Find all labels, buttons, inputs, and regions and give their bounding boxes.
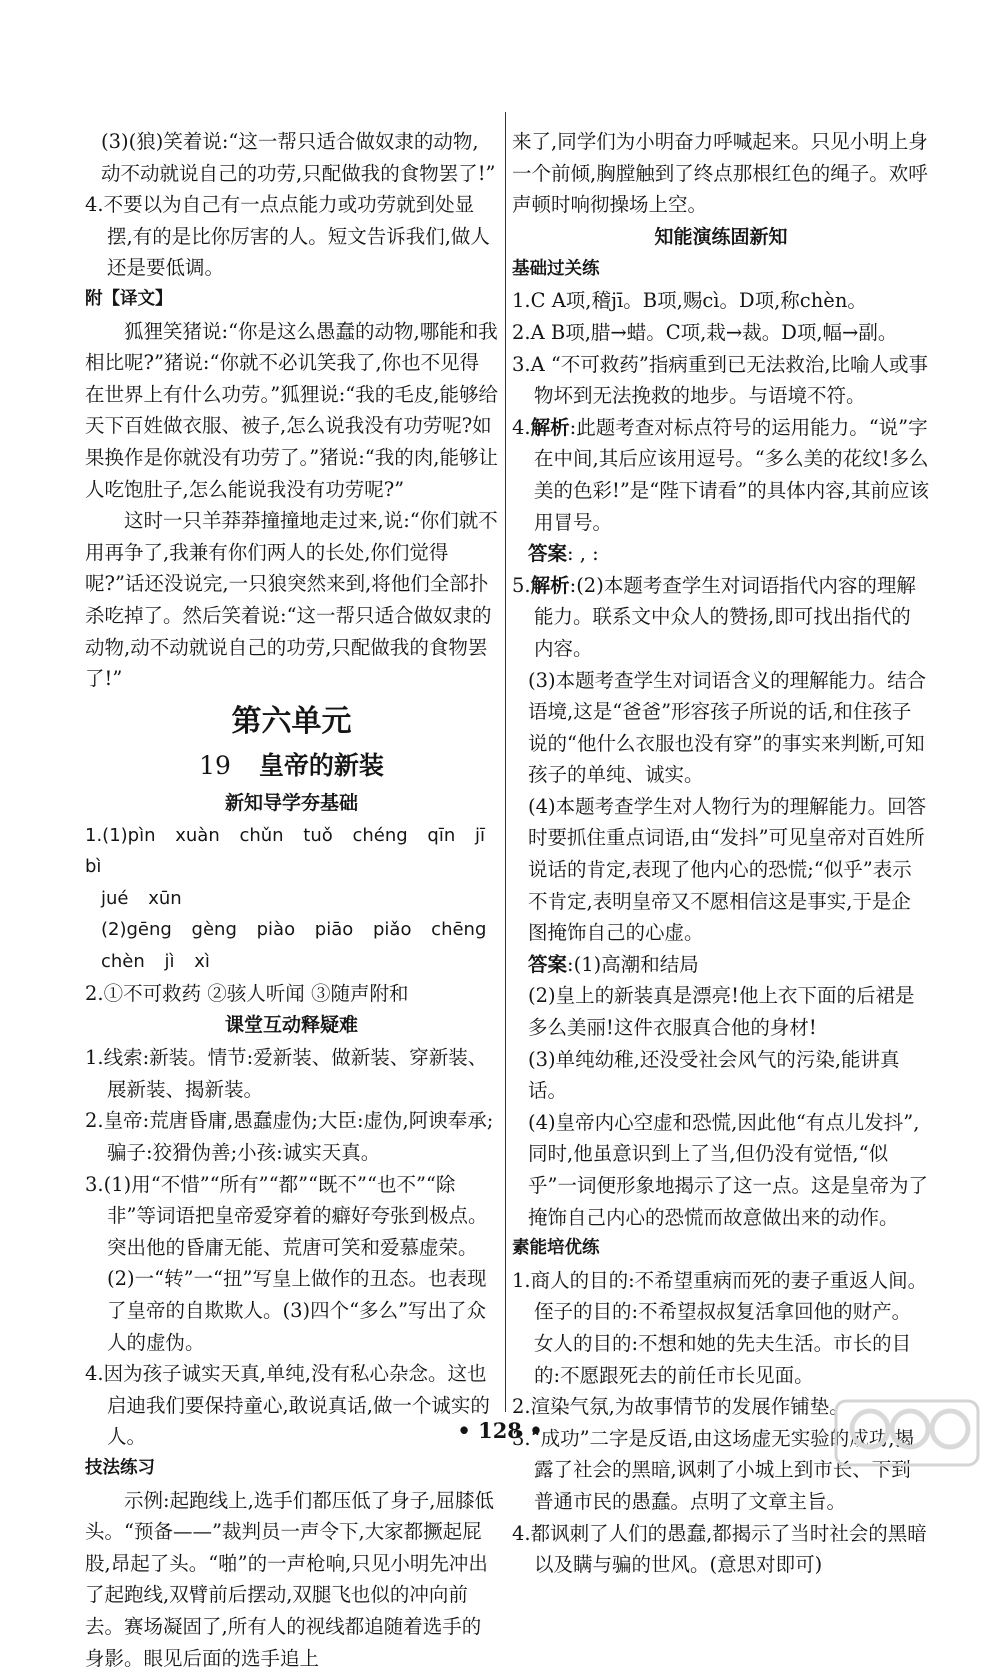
right-column xyxy=(512,126,930,1581)
answer-text: (4)皇帝内心空虚和恐慌,因此他“有点儿发抖”,同时,他虽意识到上了当,但仍没有觉悟,“似乎”一词便形象地揭示了这一点。这是皇帝为了掩饰自己内心的恐慌而故意做出来的动作。 xyxy=(528,1110,928,1229)
subsection-heading: 基础过关练 xyxy=(512,258,600,279)
subsection-heading: 技法练习 xyxy=(85,1457,155,1478)
answer-item: 2.皇帝:荒唐昏庸,愚蠢虚伪;大臣:虚伪,阿谀奉承;骗子:狡猾伪善;小孩:诚实天真。 xyxy=(85,1109,494,1165)
lesson-name: 皇帝的新装 xyxy=(258,750,384,780)
analysis-text: :此题考查对标点符号的运用能力。“说”字在中间,其后应该用逗号。“多么美的花纹!多么美的色彩!”是“陛下请看”的具体内容,其前应该用冒号。 xyxy=(534,415,929,534)
column-divider xyxy=(505,112,506,1412)
answer-line xyxy=(512,949,930,981)
lesson-number: 19 xyxy=(199,750,231,780)
example-paragraph-continued: 来了,同学们为小明奋力呼喊起来。只见小明上身一个前倾,胸膛触到了终点那根红色的绳子。欢呼声顿时响彻操场上空。 xyxy=(512,130,928,217)
answer-item: 3.“成功”二字是反语,由这场虚无实验的成功,揭露了社会的黑暗,讽刺了小城上到市长、下到普通市民的愚蠢。点明了文章主旨。 xyxy=(512,1426,914,1513)
answer-item: 1.C A项,稽jī。B项,赐cì。D项,称chèn。 xyxy=(512,289,867,313)
answer-text: (4)本题考查学生对人物行为的理解能力。回答时要抓住重点词语,由“发抖”可见皇帝对百姓所说话的肯定,表现了他内心的恐慌;“似乎”表示不肯定,表明皇帝又不愿相信这是事实,于是企图掩饰自己的心虚。 xyxy=(528,794,927,945)
analysis-label: 解析 xyxy=(530,573,570,597)
pinyin-line: 1.(1)pìn xuàn chǔn tuǒ chéng qīn jī bì xyxy=(85,824,485,878)
answer-label: 答案 xyxy=(528,952,568,976)
answer-text: (3)单纯幼稚,还没受社会风气的污染,能讲真话。 xyxy=(528,1047,900,1103)
answer-item: 2.①不可救药 ②骇人听闻 ③随声附和 xyxy=(85,981,409,1005)
section-heading: 新知导学夯基础 xyxy=(224,791,358,814)
pinyin-line: chèn jì xì xyxy=(101,951,210,973)
section-heading: 课堂互动释疑难 xyxy=(224,1014,358,1037)
answer-item: 4.都讽刺了人们的愚蠢,都揭示了当时社会的黑暗以及瞒与骗的世风。(意思对即可) xyxy=(512,1521,927,1577)
answer-item: 5.解析:(2)本题考查学生对词语指代内容的理解能力。联系文中众人的赞扬,即可找出指代的内容。 xyxy=(512,573,916,660)
answer-item: 1.商人的目的:不希望重病而死的妻子重返人间。侄子的目的:不希望叔叔复活拿回他的财产。女人的目的:不想和她的先夫生活。市长的目的:不愿跟死去的前任市长见面。 xyxy=(512,1268,928,1387)
answer-item: 4.解析:此题考查对标点符号的运用能力。“说”字在中间,其后应该用逗号。“多么美的花纹!多么美的色彩!”是“陛下请看”的具体内容,其前应该用冒号。 xyxy=(512,415,929,534)
pinyin-line: jué xūn xyxy=(101,887,182,909)
subsection-heading: 素能培优练 xyxy=(512,1238,600,1259)
answer-item: 3.(1)用“不惜”“所有”“都”“既不”“也不”“除非”等词语把皇帝爱穿着的癖好夸张到极点。突出他的昏庸无能、荒唐可笑和爱慕虚荣。(2)一“转”一“扭”写皇上做作的丑态。也表现了皇帝的自欺欺人。(3)四个“多么”写出了众人的虚伪。 xyxy=(85,1172,488,1354)
page-number: • 128 • xyxy=(457,1418,543,1443)
answer-item: 1.线索:新装。情节:爱新装、做新装、穿新装、展新装、揭新装。 xyxy=(85,1046,488,1101)
answer-line xyxy=(512,538,930,570)
translation-paragraph: 这时一只羊莽莽撞撞地走过来,说:“你们就不用再争了,我兼有你们两人的长处,你们觉得呢?”话还没说完,一只狼突然来到,将他们全部扑杀吃掉了。然后笑着说:“这一帮只适合做奴隶的动物,动不动就说自己的功劳,只配做我的食物罢了!” xyxy=(85,509,498,691)
answer-text: :(1)高潮和结局 xyxy=(567,952,699,976)
answer-item: 2.渲染气氛,为故事情节的发展作铺垫。 xyxy=(512,1395,849,1419)
answer-item: 4.因为孩子诚实天真,单纯,没有私心杂念。这也启迪我们要保持童心,敢说真话,做一个诚实的人。 xyxy=(85,1362,490,1449)
answer-text: : , : xyxy=(567,542,599,566)
answer-text: (3)本题考查学生对词语含义的理解能力。结合语境,这是“爸爸”形容孩子所说的话,和住孩子说的“他什么衣服也没有穿”的事实来判断,可知孩子的单纯、诚实。 xyxy=(528,668,927,787)
answer-text: (2)皇上的新装真是漂亮!他上衣下面的后裙是多么美丽!这件衣服真合他的身材! xyxy=(528,984,915,1040)
watermark-logo-icon xyxy=(832,1397,982,1469)
translation-paragraph: 狐狸笑猪说:“你是这么愚蠢的动物,哪能和我相比呢?”猪说:“你就不必讥笑我了,你也不见得在世界上有什么功劳。”狐狸说:“我的毛皮,能够给天下百姓做衣服、被子,怎么说我没有功劳呢?如果换作是你就没有功劳了。”猪说:“我的肉,能够让人吃饱肚子,怎么能说我没有功劳呢?” xyxy=(85,319,498,501)
answer-item: 3.A “不可救药”指病重到已无法救治,比喻人或事物坏到无法挽救的地步。与语境不符。 xyxy=(512,352,929,408)
lesson-title xyxy=(85,745,498,787)
analysis-label: 解析 xyxy=(530,415,570,439)
answer-item: 4.不要以为自己有一点点能力或功劳就到处显摆,有的是比你厉害的人。短文告诉我们,做人还是要低调。 xyxy=(85,193,490,280)
example-paragraph: 示例:起跑线上,选手们都压低了身子,屈膝低头。“预备——”裁判员一声令下,大家都撅起屁股,昂起了头。“啪”的一声枪响,只见小明先冲出了起跑线,双臂前后摆动,双腿飞也似的冲向前去。赛场凝固了,所有人的视线都追随着选手的身影。眼见后面的选手追上 xyxy=(85,1488,494,1670)
analysis-text: :(2)本题考查学生对词语指代内容的理解能力。联系文中众人的赞扬,即可找出指代的内容。 xyxy=(534,573,916,660)
answer-label: 答案 xyxy=(528,542,568,566)
pinyin-line: (2)gēng gèng piào piāo piǎo chēng xyxy=(101,919,487,941)
section-heading: 知能演练固新知 xyxy=(654,225,788,248)
answer-text: (3)(狼)笑着说:“这一帮只适合做奴隶的动物,动不动就说自己的功劳,只配做我的食物罢了!” xyxy=(101,130,496,185)
unit-title: 第六单元 xyxy=(231,703,352,739)
answer-item: 2.A B项,腊→蜡。C项,栽→裁。D项,幅→副。 xyxy=(512,320,898,344)
translation-heading: 附【译文】 xyxy=(85,288,173,309)
